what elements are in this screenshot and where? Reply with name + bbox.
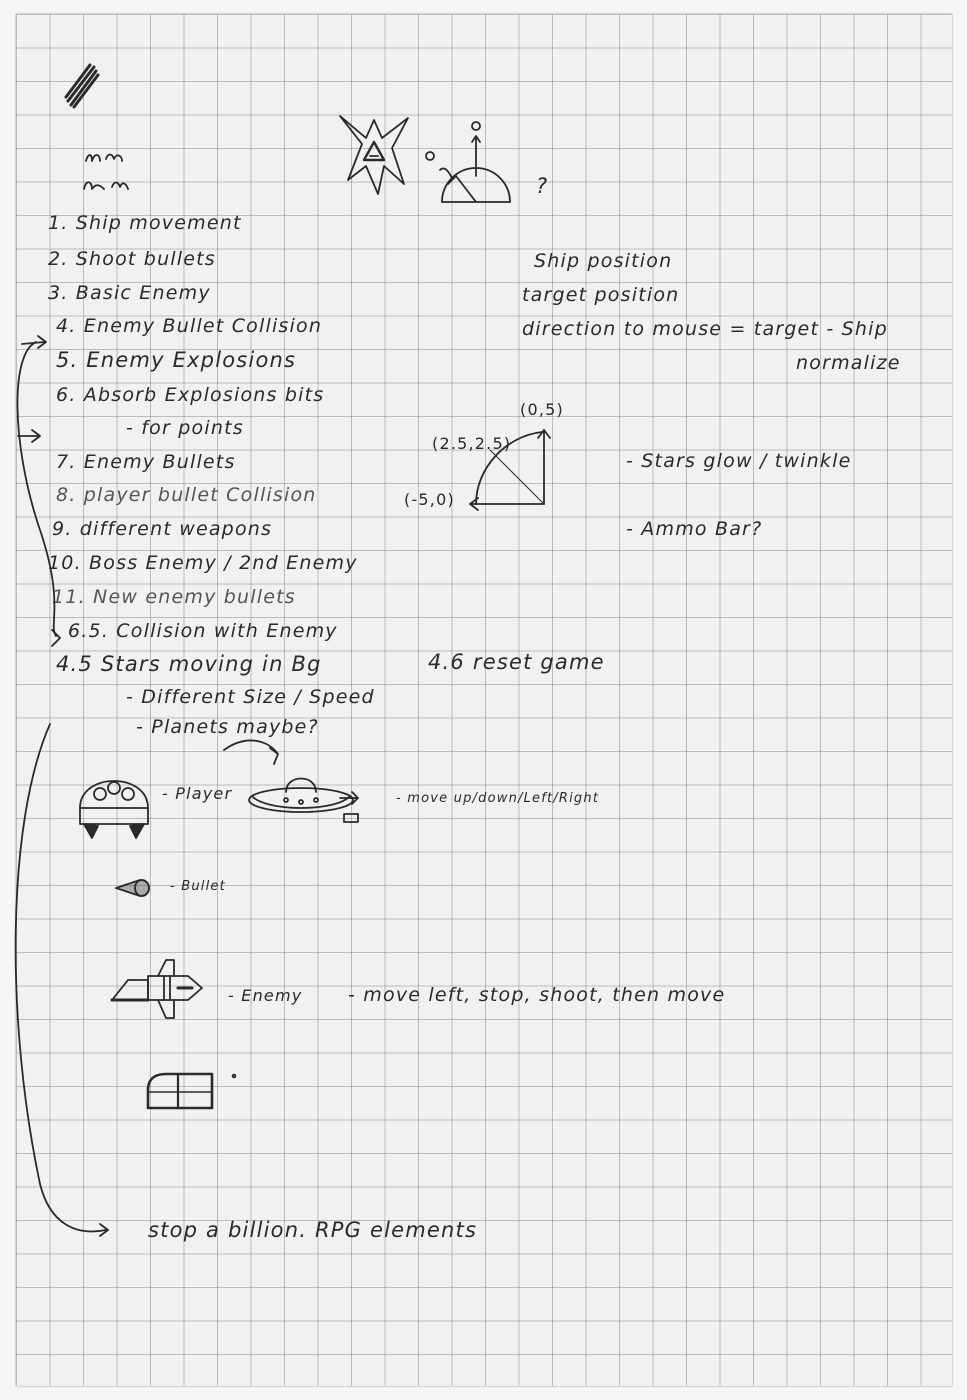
normalize-note: normalize [796,352,901,374]
direction-formula-note: direction to mouse = target - Ship [522,318,888,340]
todo-item: 4.5 Stars moving in Bg [56,652,322,676]
todo-item: 2. Shoot bullets [48,248,216,270]
todo-item: 4.6 reset game [428,650,605,674]
todo-item: 1. Ship movement [48,212,242,234]
todo-item: 11. New enemy bullets [52,586,296,608]
target-position-note: target position [522,284,680,306]
arc-label-left: (-5,0) [404,490,455,509]
ammo-bar-note: - Ammo Bar? [626,518,763,540]
enemy-ship-sprite [108,956,218,1022]
quarter-arc-diagram [456,418,566,518]
question-mark: ? [536,174,549,198]
todo-item: 3. Basic Enemy [48,282,211,304]
player-ship-sprite [74,764,154,842]
scribble-doodles [56,49,156,189]
arc-label-top: (0,5) [520,400,564,419]
bullet-label: - Bullet [170,879,226,894]
todo-item: 6. Absorb Explosions bits [56,384,325,406]
todo-item: 6.5. Collision with Enemy [68,620,338,642]
stars-note: - Stars glow / twinkle [626,450,852,472]
todo-item: 10. Boss Enemy / 2nd Enemy [48,552,358,574]
player-label: - Player [162,784,233,803]
footer-note: stop a billion. RPG elements [148,1218,478,1242]
bullet-sprite [112,876,158,900]
move-directions-note: - move up/down/Left/Right [396,791,600,806]
todo-item: 8. player bullet Collision [56,484,317,506]
todo-item: 7. Enemy Bullets [56,451,236,473]
block-sketch [142,1070,242,1114]
todo-item: - Different Size / Speed [126,686,375,708]
semicircle-direction-diagram [416,114,526,204]
enemy-label: - Enemy [228,986,303,1005]
ship-position-note: Ship position [534,250,673,272]
todo-item: 9. different weapons [52,518,273,540]
todo-item: 5. Enemy Explosions [56,348,297,372]
enemy-behavior-note: - move left, stop, shoot, then move [348,984,726,1006]
todo-item: - Planets maybe? [136,716,319,738]
arc-label-mid: (2.5,2.5) [432,434,512,453]
graph-paper-sheet [16,14,952,1386]
ship-concept-sketch [334,110,414,200]
todo-item: 4. Enemy Bullet Collision [56,315,323,337]
saucer-sprite [216,736,366,826]
todo-item: - for points [126,417,244,439]
